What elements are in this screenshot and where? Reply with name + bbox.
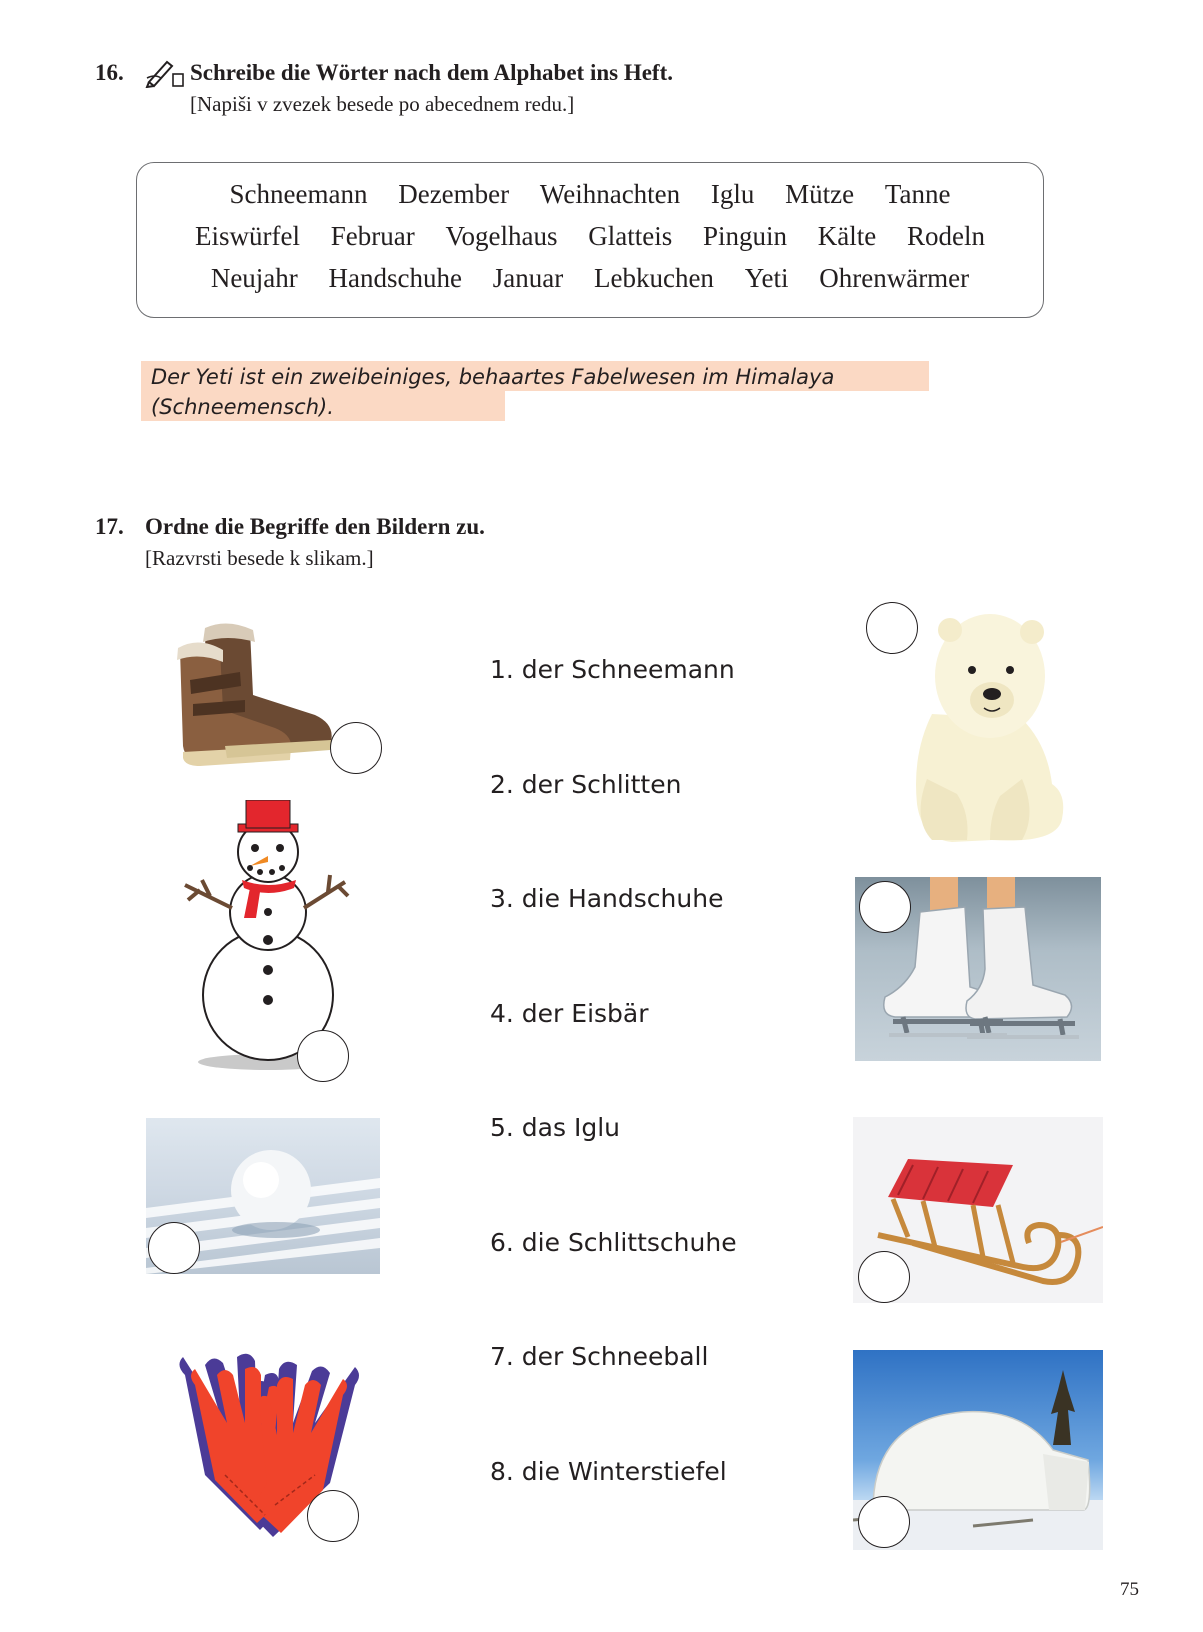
word: Weihnachten	[539, 179, 681, 209]
word: Lebkuchen	[593, 263, 714, 293]
page-number: 75	[1120, 1579, 1139, 1600]
task-16-title: Schreibe die Wörter nach dem Alphabet ins Heft.	[190, 60, 673, 85]
term-6: 6. die Schlittschuhe	[490, 1228, 737, 1257]
answer-circle[interactable]	[297, 1030, 349, 1082]
answer-circle[interactable]	[866, 602, 918, 654]
word: Januar	[492, 263, 564, 293]
word: Ohrenwärmer	[819, 263, 970, 293]
word: Glatteis	[588, 221, 673, 251]
term-7: 7. der Schneeball	[490, 1342, 709, 1371]
word: Rodeln	[906, 221, 985, 251]
pencil-icon	[145, 56, 185, 89]
term-5: 5. das Iglu	[490, 1113, 620, 1142]
word-row-2	[137, 221, 1043, 252]
task-16-number: 16.	[95, 60, 124, 85]
word: Eiswürfel	[195, 221, 300, 251]
info-line-2: (Schneemensch).	[141, 391, 505, 421]
task-17-subtitle: [Razvrsti besede k slikam.]	[145, 546, 374, 570]
answer-circle[interactable]	[858, 1251, 910, 1303]
task-17-title: Ordne die Begriffe den Bildern zu.	[145, 514, 485, 539]
term-3: 3. die Handschuhe	[490, 884, 724, 913]
word: Yeti	[744, 263, 789, 293]
word: Kälte	[817, 221, 877, 251]
word: Pinguin	[702, 221, 787, 251]
word: Iglu	[710, 179, 755, 209]
answer-circle[interactable]	[859, 881, 911, 933]
task-17-number: 17.	[95, 514, 124, 539]
winter-boots-picture	[165, 620, 345, 770]
word-row-3	[137, 263, 1043, 294]
task-16-subtitle: [Napiši v zvezek besede po abecednem redu.]	[190, 92, 575, 116]
word: Dezember	[398, 179, 510, 209]
word-row-1	[137, 179, 1043, 210]
word: Schneemann	[229, 179, 368, 209]
info-line-1: Der Yeti ist ein zweibeiniges, behaartes Fabelwesen im Himalaya	[141, 361, 929, 391]
answer-circle[interactable]	[330, 722, 382, 774]
word: Februar	[330, 221, 415, 251]
word: Handschuhe	[328, 263, 463, 293]
term-1: 1. der Schneemann	[490, 655, 735, 684]
answer-circle[interactable]	[307, 1490, 359, 1542]
term-2: 2. der Schlitten	[490, 770, 682, 799]
term-8: 8. die Winterstiefel	[490, 1457, 727, 1486]
answer-circle[interactable]	[148, 1222, 200, 1274]
word: Tanne	[884, 179, 951, 209]
word: Neujahr	[210, 263, 298, 293]
term-4: 4. der Eisbär	[490, 999, 649, 1028]
word: Vogelhaus	[445, 221, 558, 251]
answer-circle[interactable]	[858, 1496, 910, 1548]
word-box	[136, 162, 1044, 318]
word: Mütze	[785, 179, 855, 209]
